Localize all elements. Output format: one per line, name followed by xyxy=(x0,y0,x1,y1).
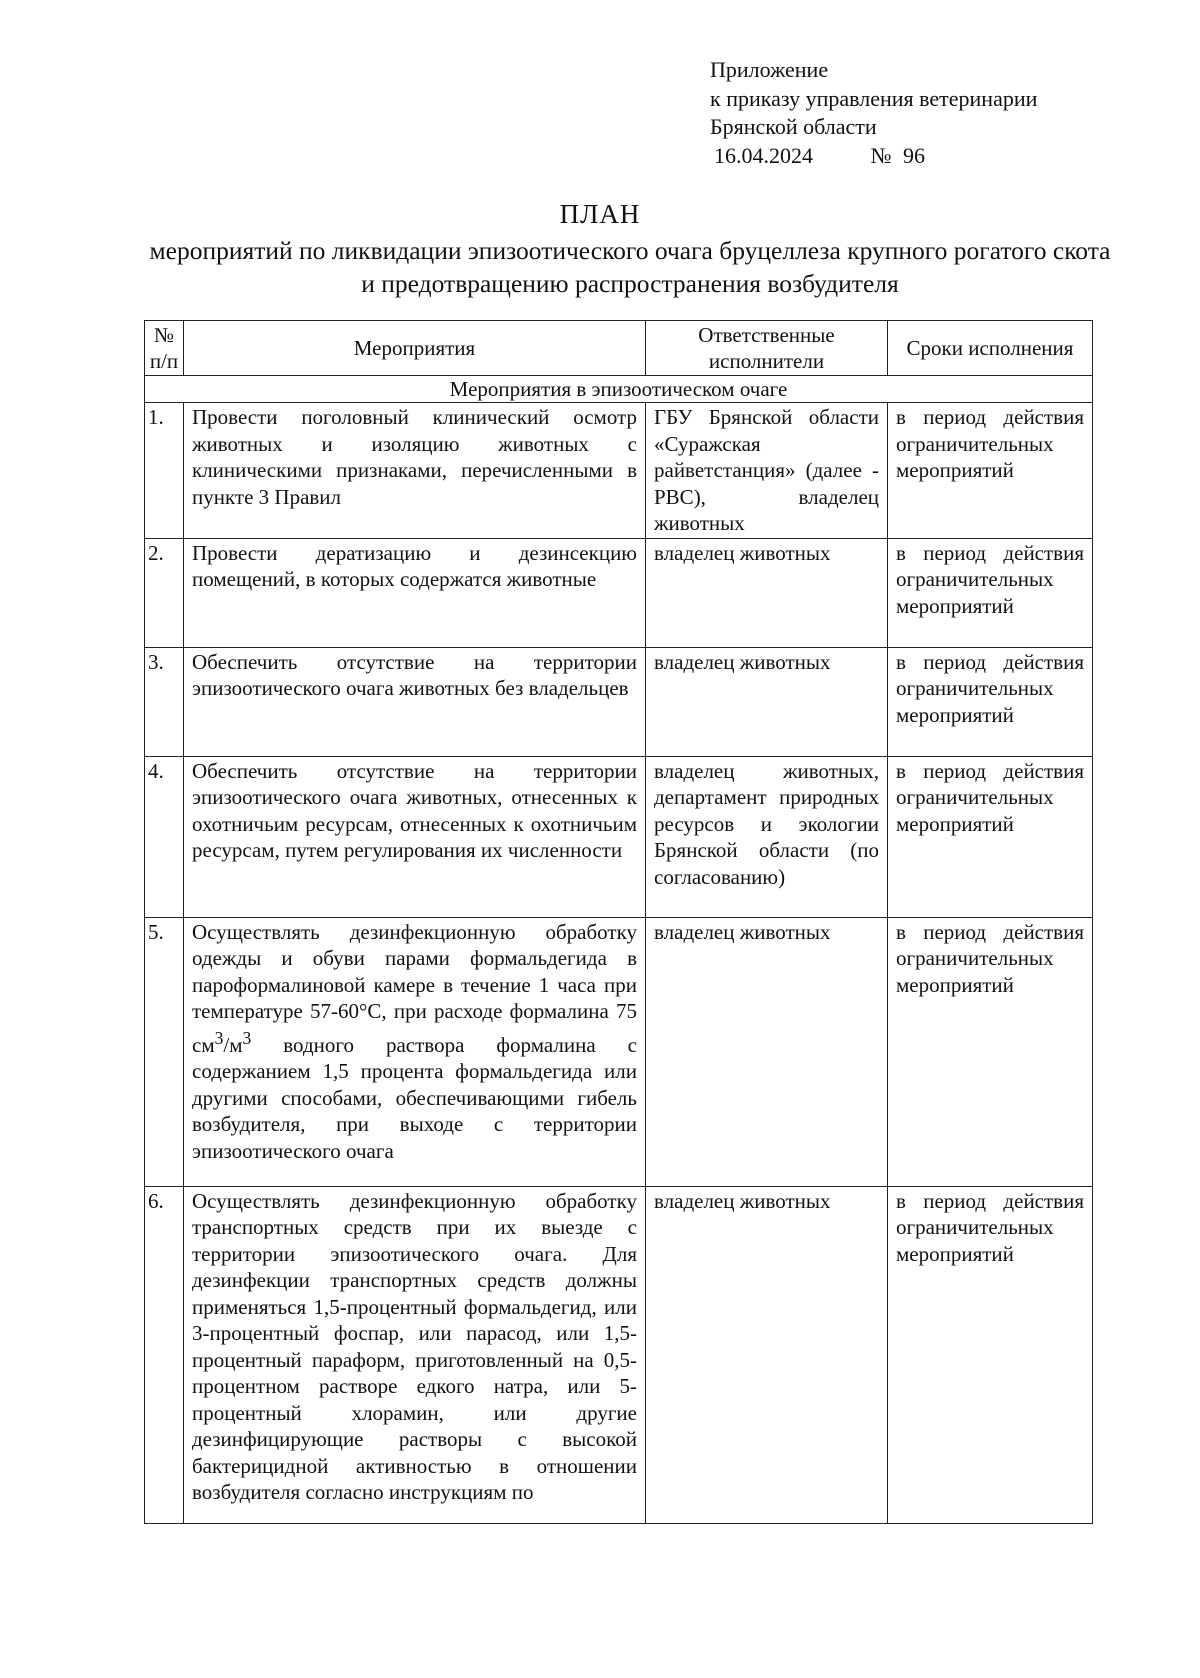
row-executor: ГБУ Брянской области «Суражская райветстанция» (далее - РВС), владелец животных xyxy=(646,403,888,539)
row-number: 4. xyxy=(145,756,184,917)
table-row xyxy=(145,647,1093,756)
row-number: 2. xyxy=(145,538,184,647)
superscript-3: 3 xyxy=(214,1027,224,1048)
row-number: 6. xyxy=(145,1186,184,1523)
plan-table xyxy=(144,320,1093,1524)
row-measure: Провести дератизацию и дезинсекцию помещений, в которых содержатся животные xyxy=(184,538,646,647)
row-measure: Обеспечить отсутствие на территории эпизоотического очага животных, отнесенных к охотничьим ресурсам, отнесенных к охотничьим ресурсам, путем регулирования их численности xyxy=(184,756,646,917)
row-executor: владелец животных xyxy=(646,538,888,647)
row-executor: владелец животных xyxy=(646,647,888,756)
table-row xyxy=(145,538,1093,647)
table-row xyxy=(145,756,1093,917)
superscript-3: 3 xyxy=(242,1027,252,1048)
row-measure xyxy=(184,917,646,1186)
table-header-row xyxy=(145,321,1093,376)
row-number: 5. xyxy=(145,917,184,1186)
row-executor: владелец животных xyxy=(646,1186,888,1523)
header-deadlines: Сроки исполнения xyxy=(888,321,1093,376)
row-deadline: в период действия ограничительных мероприятий xyxy=(888,756,1093,917)
header-measures: Мероприятия xyxy=(184,321,646,376)
page-subtitle: мероприятий по ликвидации эпизоотического очага бруцеллеза крупного рогатого скота и предотвращению распространения возбудителя xyxy=(149,236,1111,298)
row-number: 1. xyxy=(145,403,184,539)
row-measure: Провести поголовный клинический осмотр животных и изоляцию животных с клиническими признаками, перечисленными в пункте 3 Правил xyxy=(184,403,646,539)
row-deadline: в период действия ограничительных мероприятий xyxy=(888,917,1093,1186)
row-deadline: в период действия ограничительных мероприятий xyxy=(888,538,1093,647)
header-num: № п/п xyxy=(145,321,184,376)
row-executor: владелец животных xyxy=(646,917,888,1186)
row-number: 3. xyxy=(145,647,184,756)
measure-text-part-1: Осуществлять дезинфекционную обработку одежды и обуви парами формальдегида в пароформалиновой камере в течение 1 часа при температуре 57-60°С, при расходе формалина 75 см xyxy=(192,919,637,1057)
appendix-block xyxy=(710,56,1037,170)
measure-text-part-2: /м xyxy=(223,1032,243,1057)
order-date: 16.04.2024 xyxy=(714,142,813,168)
section-row xyxy=(145,376,1093,403)
page-title: ПЛАН xyxy=(559,199,641,229)
row-deadline: в период действия ограничительных мероприятий xyxy=(888,1186,1093,1523)
row-measure: Обеспечить отсутствие на территории эпизоотического очага животных без владельцев xyxy=(184,647,646,756)
order-number: № 96 xyxy=(870,142,925,168)
row-deadline: в период действия ограничительных мероприятий xyxy=(888,403,1093,539)
table-row xyxy=(145,1186,1093,1523)
appendix-line-2: к приказу управления ветеринарии xyxy=(710,85,1038,111)
table-row xyxy=(145,403,1093,539)
row-deadline: в период действия ограничительных мероприятий xyxy=(888,647,1093,756)
table-row xyxy=(145,917,1093,1186)
appendix-line-3: Брянской области xyxy=(710,114,877,139)
measure-text-part-3: водного раствора формалина с содержанием 1,5 процента формальдегида или другими способами, обеспечивающими гибель возбудителя, при выходе с территории эпизоотического очага xyxy=(192,1032,637,1163)
section-title: Мероприятия в эпизоотическом очаге xyxy=(145,376,1093,403)
row-executor: владелец животных, департамент природных ресурсов и экологии Брянской области (по согласованию) xyxy=(646,756,888,917)
row-measure: Осуществлять дезинфекционную обработку транспортных средств при их выезде с территории эпизоотического очага. Для дезинфекции транспортных средств должны применяться 1,5-процентный формальдегид, или 3-процентный фоспар, или парасод, или 1,5-процентный параформ, приготовленный на 0,5-процентном растворе едкого натра, или 5-процентный хлорамин, или другие дезинфицирующие растворы с высокой бактерицидной активностью в отношении возбудителя согласно инструкциям по xyxy=(184,1186,646,1523)
appendix-date-line xyxy=(710,142,1037,171)
header-executors: Ответственные исполнители xyxy=(646,321,888,376)
appendix-line-1: Приложение xyxy=(710,57,829,82)
